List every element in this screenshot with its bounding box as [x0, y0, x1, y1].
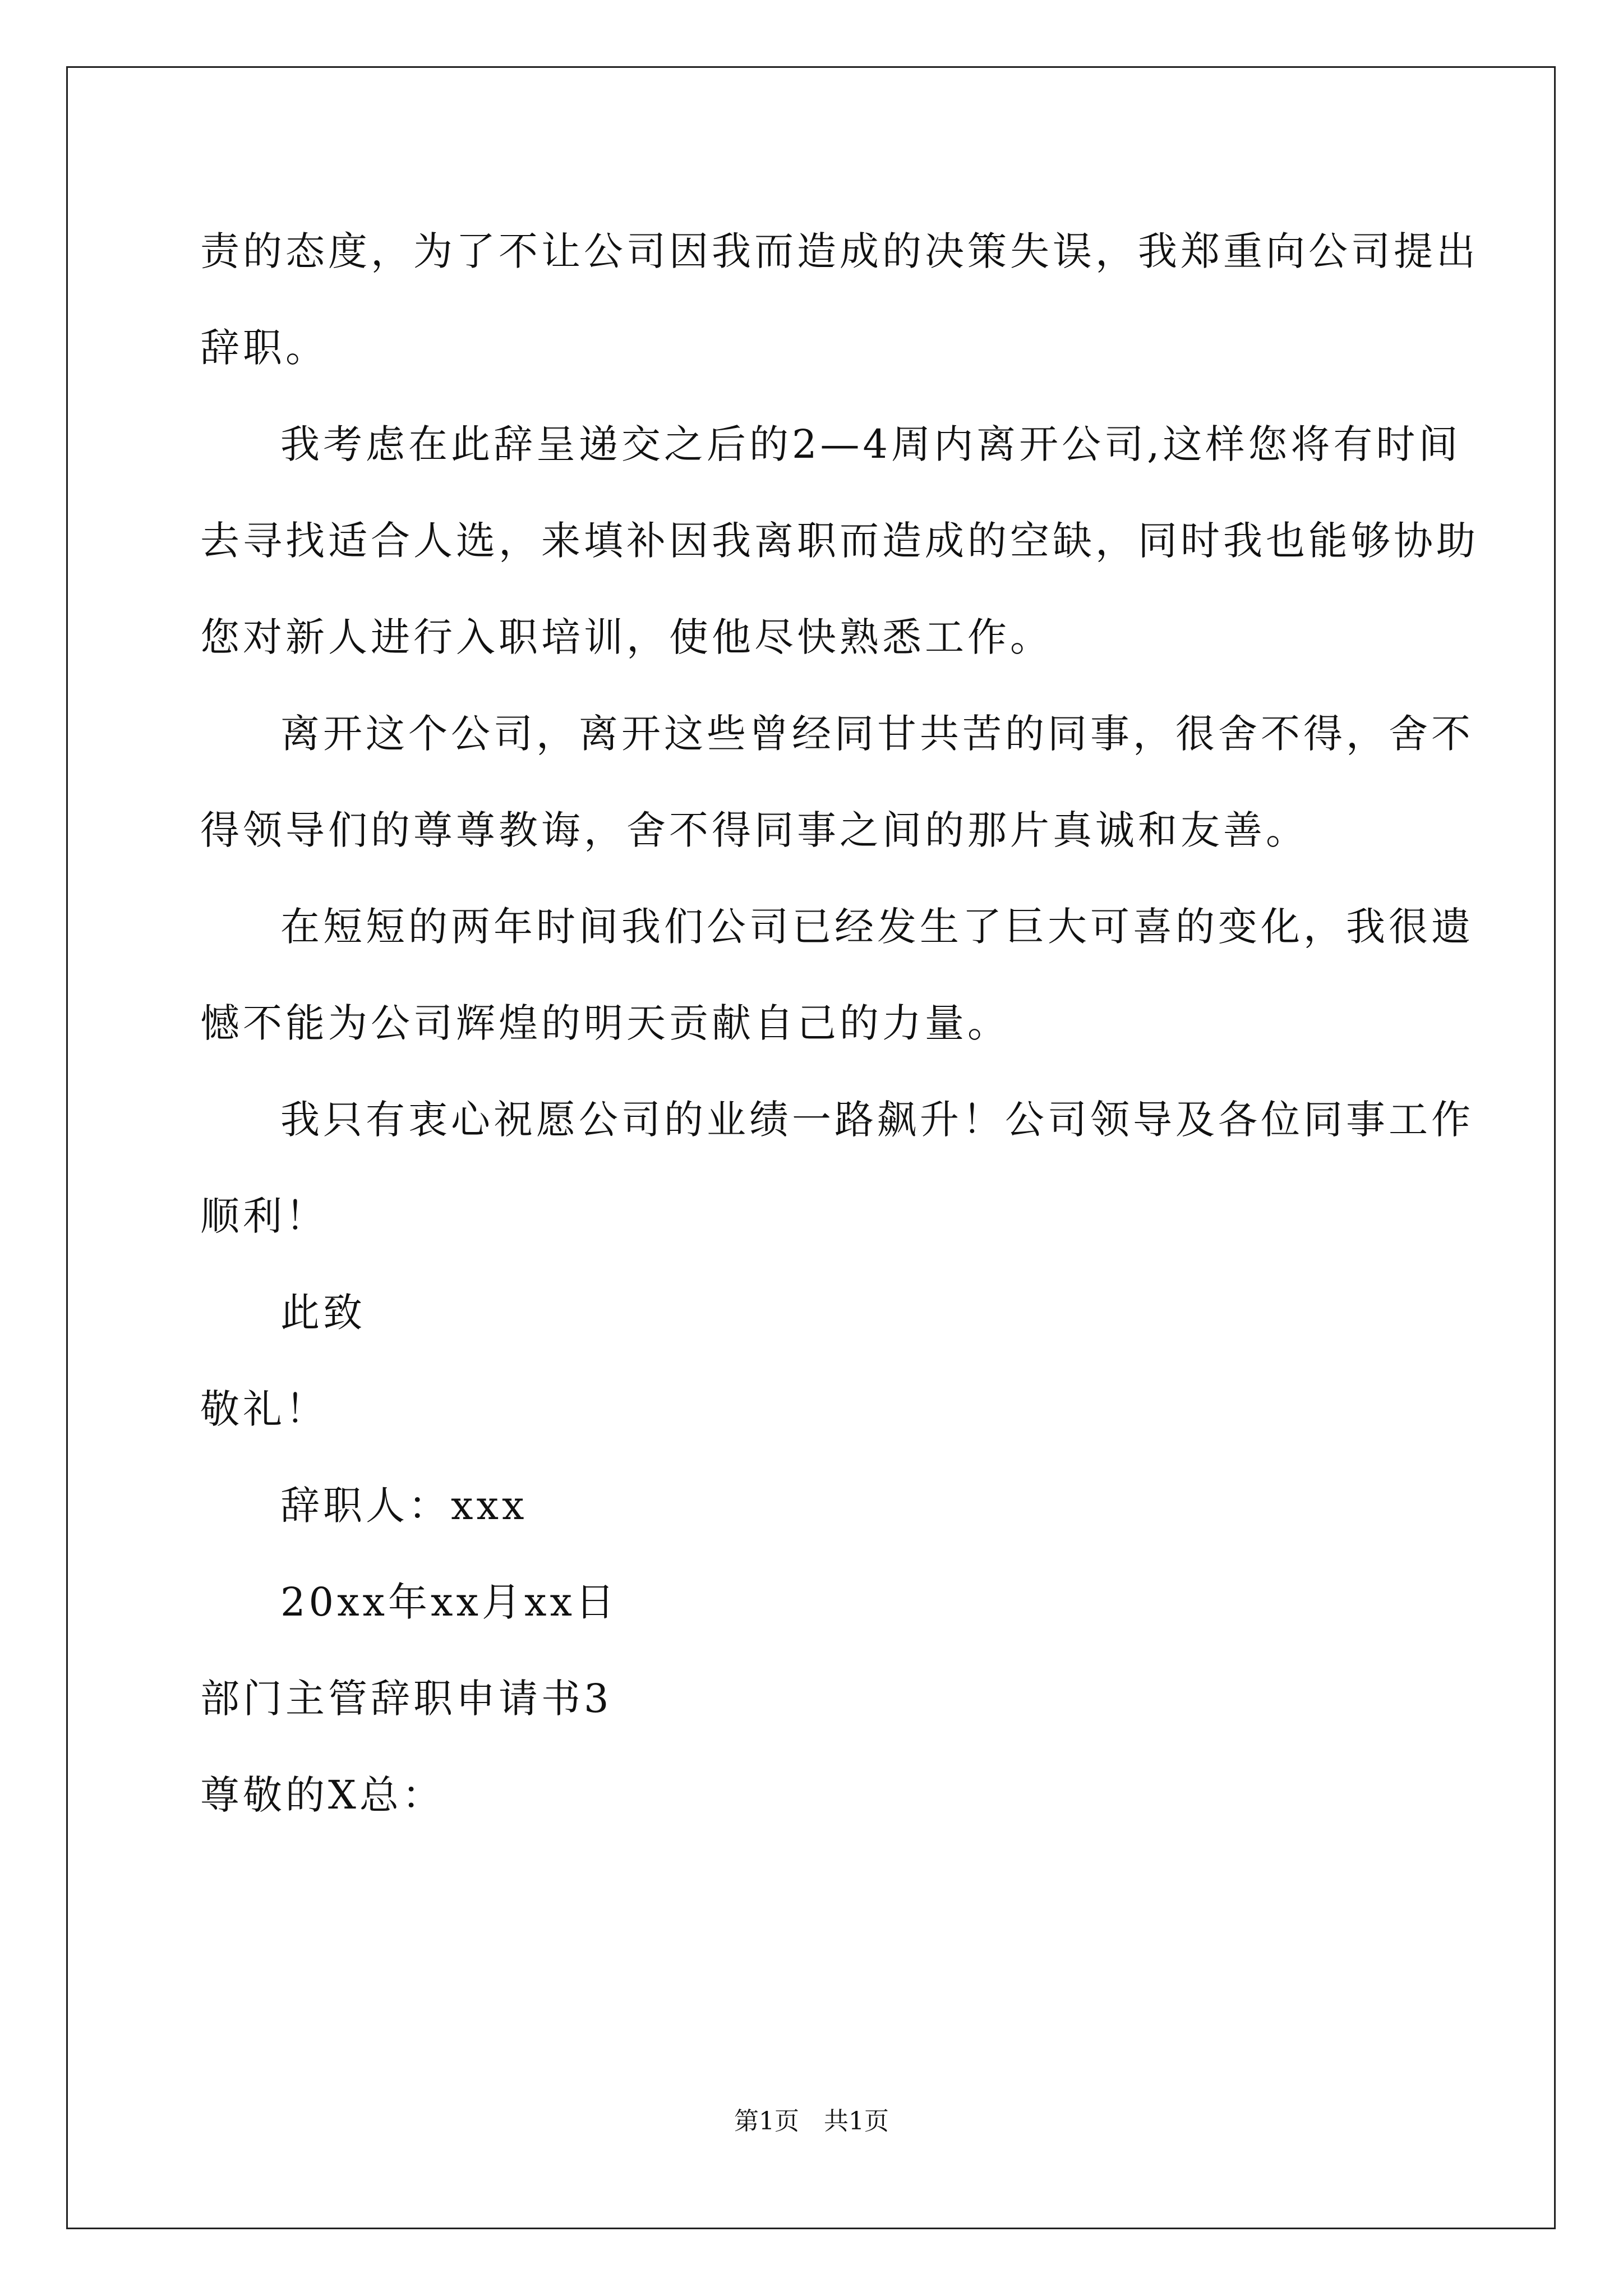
- text-line: 去寻找适合人选，来填补因我离职而造成的空缺，同时我也能够协助: [200, 518, 1479, 564]
- text-line: 辞职。: [200, 325, 328, 371]
- signature-line: 辞职人：xxx: [280, 1483, 528, 1529]
- text-line: 在短短的两年时间我们公司已经发生了巨大可喜的变化，我很遗: [280, 904, 1474, 950]
- text-line: 离开这个公司，离开这些曾经同甘共苦的同事，很舍不得，舍不: [280, 711, 1474, 757]
- text-line: 我只有衷心祝愿公司的业绩一路飙升！公司领导及各位同事工作: [280, 1097, 1474, 1143]
- text-line: 憾不能为公司辉煌的明天贡献自己的力量。: [200, 1000, 1010, 1046]
- date-line: 20xx年xx月xx日: [280, 1579, 618, 1625]
- closing-salutation: 此致: [280, 1290, 366, 1336]
- page-number-footer: 第1页 共1页: [734, 2107, 889, 2136]
- text-line: 您对新人进行入职培训，使他尽快熟悉工作。: [200, 614, 1053, 660]
- greeting-line: 尊敬的X总：: [200, 1772, 445, 1818]
- text-line: 顺利！: [200, 1193, 328, 1239]
- text-line: 我考虑在此辞呈递交之后的2—4周内离开公司,这样您将有时间: [280, 421, 1461, 467]
- document-body: [200, 210, 1479, 1851]
- closing-regards: 敬礼！: [200, 1386, 328, 1432]
- text-line: 责的态度，为了不让公司因我而造成的决策失误，我郑重向公司提出: [200, 228, 1479, 274]
- section-title: 部门主管辞职申请书3: [200, 1676, 612, 1722]
- text-line: 得领导们的尊尊教诲，舍不得同事之间的那片真诚和友善。: [200, 807, 1308, 853]
